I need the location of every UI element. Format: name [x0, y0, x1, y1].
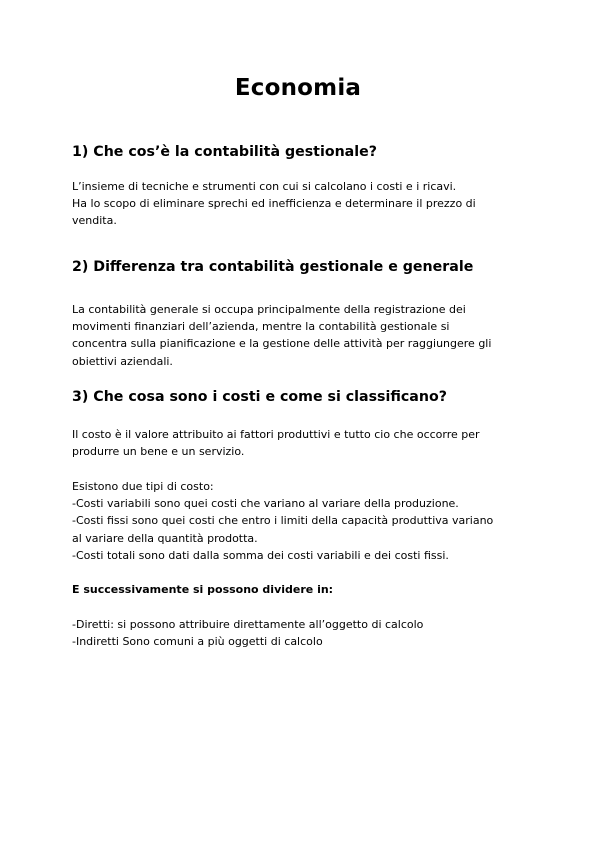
cost-types-line-4: al variare della quantità prodotta.	[72, 531, 258, 545]
section-3-intro	[72, 426, 542, 460]
section-3-intro-line-1: Il costo è il valore attribuito ai fattori produttivi e tutto cio che occorre per	[72, 428, 480, 441]
division-line-2: -Indiretti Sono comuni a più oggetti di calcolo	[72, 635, 323, 649]
cost-types-line-2: -Costi variabili sono quei costi che variano al variare della produzione.	[72, 497, 459, 511]
section-3-cost-types	[72, 478, 542, 564]
section-2-line-4: obiettivi aziendali.	[72, 354, 173, 368]
section-1-line-3: vendita.	[72, 214, 117, 228]
section-3-divisions	[72, 616, 542, 650]
section-2-heading: 2) Differenza tra contabilità gestionale e generale	[72, 259, 474, 275]
section-2-body	[72, 301, 542, 370]
cost-types-line-3: -Costi fissi sono quei costi che entro i limiti della capacità produttiva variano	[72, 514, 494, 528]
section-2-line-2: movimenti finanziari dell’azienda, mentre la contabilità gestionale si	[72, 320, 450, 334]
section-3-intro-line-2: produrre un bene e un servizio.	[72, 445, 245, 459]
section-1-line-1: L’insieme di tecniche e strumenti con cui si calcolano i costi e i ricavi.	[72, 180, 457, 193]
cost-types-line-5: -Costi totali sono dati dalla somma dei costi variabili e dei costi fissi.	[72, 548, 449, 562]
section-3-subheading: E successivamente si possono dividere in:	[72, 583, 334, 596]
section-1-line-2: Ha lo scopo di eliminare sprechi ed inefficienza e determinare il prezzo di	[72, 197, 476, 211]
section-2-line-1: La contabilità generale si occupa principalmente della registrazione dei	[72, 303, 466, 316]
section-3-heading: 3) Che cosa sono i costi e come si classificano?	[72, 389, 447, 405]
section-1-heading: 1) Che cos’è la contabilità gestionale?	[72, 144, 377, 160]
section-2-line-3: concentra sulla pianificazione e la gestione delle attività per raggiungere gli	[72, 337, 492, 351]
section-1-body	[72, 178, 542, 230]
division-line-1: -Diretti: si possono attribuire direttamente all’oggetto di calcolo	[72, 618, 424, 631]
page-title: Economia	[234, 75, 362, 101]
cost-types-line-1: Esistono due tipi di costo:	[72, 480, 214, 493]
